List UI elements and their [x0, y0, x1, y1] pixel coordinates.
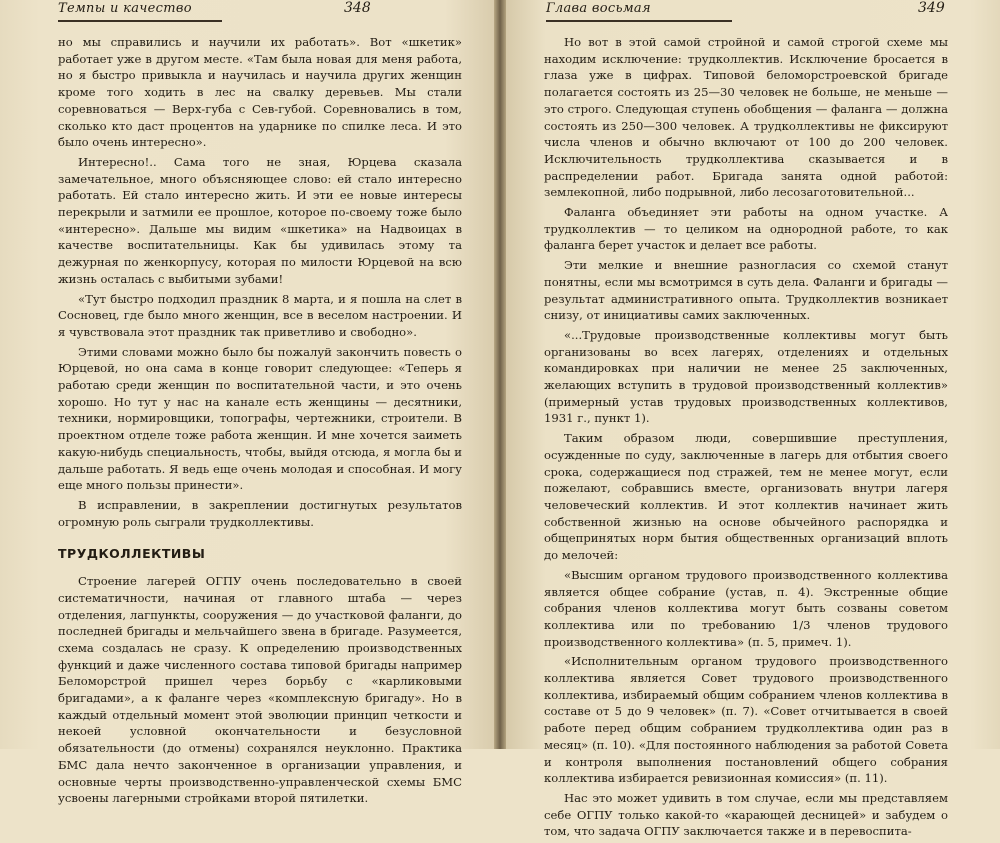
paragraph: Эти мелкие и внешние разногласия со схемой станут понятны, если мы всмотримся в суть дела. Фаланги и бригады — результат административного опыта. Трудколлектив возникает снизу, от инициативы самих заключенных.: [544, 258, 948, 323]
left-running-head: [58, 0, 222, 22]
paragraph: Фаланга объединяет эти работы на одном участке. А трудколлектив — то целиком на однородной работе, то как фаланга берет участок и делает все работы.: [544, 205, 948, 253]
left-running-head-title: Темпы и качество: [58, 1, 192, 16]
right-page: [506, 0, 1000, 839]
paragraph: «...Трудовые производственные коллективы могут быть организованы во всех лагерях, отделениях и отдельных командировках при наличии не менее 25 заключенных, желающих вступить в трудовой производственный коллектив» (примерный устав трудовых производственных коллективов, 1931 г., пункт 1).: [544, 327, 948, 426]
paragraph: Таким образом люди, совершившие преступления, осужденные по суду, заключенные в лагерь для отбытия своего срока, содержащиеся под стражей, тем не менее могут, если пожелают, собравшись вместе, организовать внутри лагеря человеческий коллектив. И этот коллектив начинает жить собственной жизнью на основе обычейного распорядка и общепринятых норм бытия общественных организаций вплоть до мелочей:: [544, 431, 948, 563]
left-page-body: [58, 34, 462, 810]
right-page-number: 349: [918, 0, 945, 16]
left-page-number: 348: [344, 0, 371, 16]
section-heading: ТРУДКОЛЛЕКТИВЫ: [58, 546, 206, 562]
paragraph: Нас это может удивить в том случае, если мы представляем себе ОГПУ только какой-то «карающей десницей» и забудем о том, что задача ОГПУ заключается также и в перевоспита-: [544, 790, 948, 839]
paragraph: Интересно!.. Сама того не зная, Юрцева сказала замечательное, много объясняющее слово: ей стало интересно работать. Ей стало интересно жить. И эти ее новые интересы перекрыли и затмили ее прошлое, которое по-своему тоже было «интересно». Дальше мы видим «шкетика» на Надвоицах в качестве воспитательницы. Как бы удивилась этому та дежурная по женкорпусу, которая по милости Юрцевой на всю жизнь осталась с выбитыми зубами!: [58, 154, 462, 286]
paragraph: Строение лагерей ОГПУ очень последовательно в своей систематичности, начиная от главного штаба — через отделения, лагпункты, сооружения — до участковой фаланги, до последней бригады и мельчайшего звена в бригаде. Разумеется, схема создалась не сразу. К определению производственных функций и даже численного состава типовой бригады например Беломорстрой пришел через борьбу с «карликовыми бригадами», а к фаланге через «комплексную бригаду». Но в каждый отдельный момент этой эволюции принцип четкости и некоей условной окончательности и безусловной обязательности (до отмены) сохранялся неуклонно. Практика БМС дала нечто законченное в организации управления, и основные черты производственно-управленческой схемы БМС усвоены лагерными стройками второй пятилетки.: [58, 574, 462, 806]
paragraph: но мы справились и научили их работать». Вот «шкетик» работает уже в другом месте. «Там была новая для меня работа, но я быстро привыкла и научилась и научила других женщин кроме того ходить в лес на свалку деревьев. Мы стали соревноваться — Верх-губа с Сев-губой. Соревновались в том, сколько кто даст процентов на ударнике по спилке леса. И это было очень интересно».: [58, 35, 462, 150]
paragraph: Но вот в этой самой стройной и самой строгой схеме мы находим исключение: трудколлектив. Исключение бросается в глаза уже в цифрах. Типовой беломорстроевской бригаде полагается состоять из 25—30 человек не больше, не меньше — это строго. Следующая ступень обобщения — фаланга — должна состоять из 250—300 человек. А трудколлективы не фиксируют числа членов и обычно включают от 100 до 200 человек. Исключительность трудколлектива сказывается и в распределении работ. Бригада занята одной работой: землекопной, либо подрывной, либо лесозаготовительной...: [544, 35, 948, 200]
right-page-body: [544, 34, 948, 843]
right-running-head: [546, 0, 732, 22]
paragraph: «Тут быстро подходил праздник 8 марта, и я пошла на слет в Сосновец, где было много женщин, все в веселом настроении. И я чувствовала этот праздник так приветливо и свободно».: [58, 291, 462, 339]
book-gutter: [494, 0, 506, 749]
paragraph: «Исполнительным органом трудового производственного коллектива является Совет трудового производственного коллектива, избираемый общим собранием членов коллектива в составе от 5 до 9 человек» (п. 7). «Совет отчитывается в своей работе перед общим собранием трудколлектива один раз в месяц» (п. 10). «Для постоянного наблюдения за работой Совета и контроля выполнения постановлений общего собрания коллектива избирается ревизионная комиссия» (п. 11).: [544, 654, 948, 786]
paragraph: Этими словами можно было бы пожалуй закончить повесть о Юрцевой, но она сама в конце говорит следующее: «Теперь я работаю среди женщин по воспитательной части, и это очень хорошо. Но тут у нас на канале есть женщины — десятники, техники, нормировщики, топографы, чертежники, строители. В проектном отделе тоже работа женщин. И мне хочется заиметь какую-нибудь специальность, чтобы, выйдя отсюда, я могла бы и дальше работать. Я ведь еще очень молодая и способная. И могу еще много пользы принести».: [58, 344, 462, 493]
right-running-head-title: Глава восьмая: [546, 1, 651, 16]
paragraph: «Высшим органом трудового производственного коллектива является общее собрание (устав, п. 4). Экстренные общие собрания членов коллектива могут быть созваны советом коллектива или по требованию 1/3 членов трудового производственного коллектива» (п. 5, примеч. 1).: [544, 567, 948, 649]
left-page: [0, 0, 494, 806]
paragraph: В исправлении, в закреплении достигнутых результатов огромную роль сыграли трудколлективы.: [58, 497, 462, 529]
